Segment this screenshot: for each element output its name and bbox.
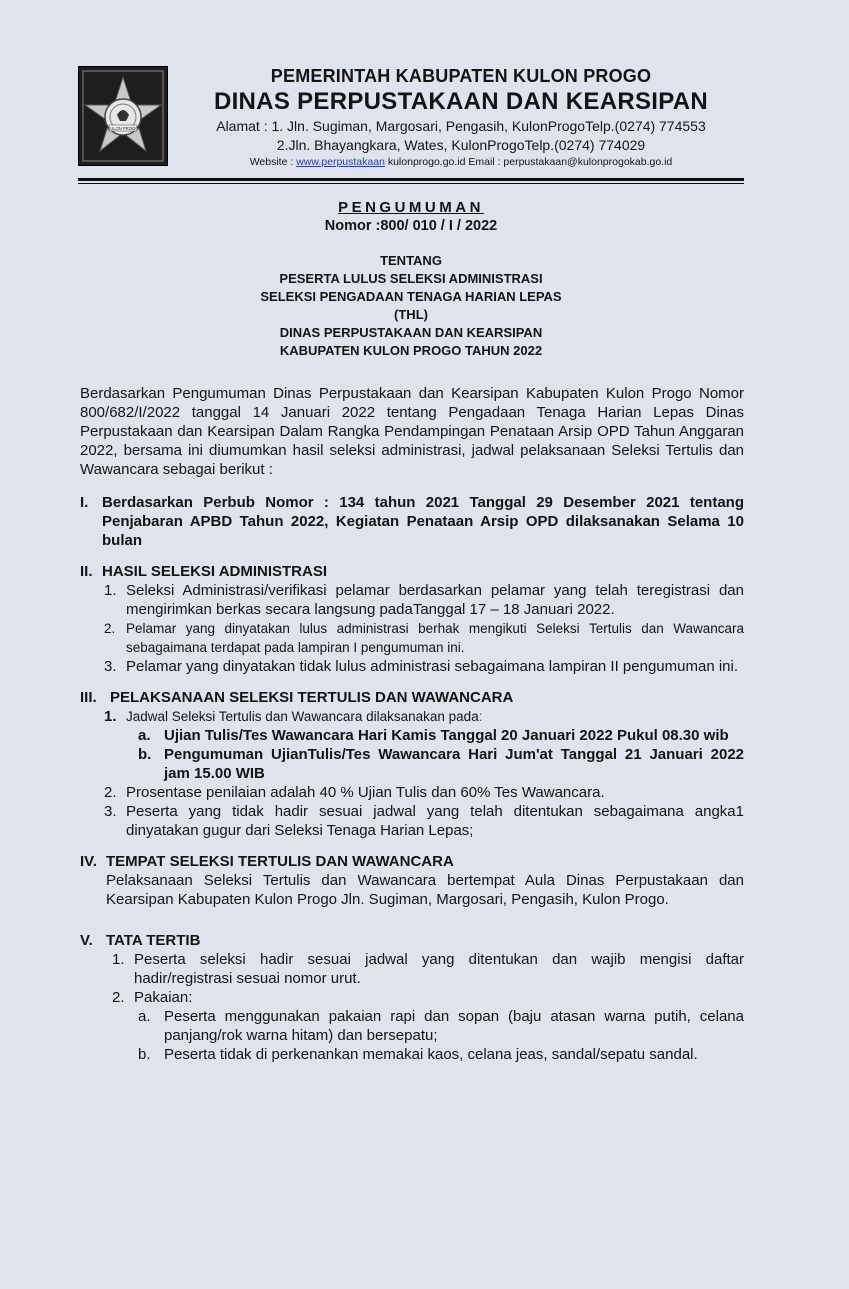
list-item-number: 1. [112, 951, 125, 968]
list-item-number: 2. [104, 621, 116, 636]
section-4-title [80, 852, 744, 871]
announcement-number: Nomor :800/ 010 / I / 2022 [324, 218, 498, 234]
sub-item-text: Pengumuman UjianTulis/Tes Wawancara Hari Jum'at Tanggal 21 Januari 2022 jam 15.00 WIB [164, 746, 744, 782]
address-line1: Alamat : 1. Jln. Sugiman, Margosari, Pengasih, KulonProgoTelp.(0274) 774553 [216, 118, 706, 134]
list-item-text: Pelamar yang dinyatakan tidak lulus administrasi sebagaimana lampiran II pengumuman ini. [126, 658, 738, 675]
colon-mark: : [478, 709, 483, 724]
website-label: Website : [249, 156, 294, 168]
letterhead-text [178, 64, 744, 168]
regency-logo [78, 66, 168, 166]
document-body [80, 384, 744, 1064]
website-link[interactable]: www.perpustakaan [296, 156, 385, 168]
section-4-number: IV. [80, 853, 97, 870]
letterhead [78, 64, 744, 176]
sub-item [138, 1045, 744, 1064]
section-3 [80, 688, 744, 840]
list-item-number: 2. [112, 989, 125, 1006]
sub-item-letter: a. [138, 1008, 151, 1025]
star-emblem-icon [79, 67, 167, 165]
section-2-heading: HASIL SELEKSI ADMINISTRASI [102, 563, 328, 580]
section-4-text: Pelaksanaan Seleksi Tertulis dan Wawancara bertempat Aula Dinas Perpustakaan dan Kearsipan Kabupaten Kulon Progo Jln. Sugiman, Margosari, Pengasih, Kulon Progo. [106, 872, 744, 908]
section-5-title [80, 931, 744, 950]
subject-line3: (THL) [394, 307, 428, 322]
letterhead-divider [78, 178, 744, 181]
sub-item-text: Peserta tidak di perkenankan memakai kaos, celana jeas, sandal/sepatu sandal. [164, 1046, 698, 1063]
intro-paragraph: Berdasarkan Pengumuman Dinas Perpustakaan dan Kearsipan Kabupaten Kulon Progo Nomor 800/682/I/2022 tanggal 14 Januari 2022 tentang Pengadaan Tenaga Harian Lepas Dinas Perpustakaan dan Kearsipan Dalam Rangka Pendampingan Penataan Arsip OPD Tahun Anggaran 2022, bersama ini diumumkan hasil seleksi administrasi, jadwal pelaksanaan Seleksi Tertulis dan Wawancara sebagai berikut : [80, 385, 744, 478]
sub-item [138, 745, 744, 783]
section-1 [80, 493, 744, 550]
sub-item-text: Ujian Tulis/Tes Wawancara Hari Kamis Tanggal 20 Januari 2022 Pukul 08.30 wib [164, 727, 729, 744]
tentang-label: TENTANG [380, 253, 442, 268]
list-item [104, 581, 744, 619]
subject-line1: PESERTA LULUS SELEKSI ADMINISTRASI [279, 271, 543, 286]
section-2 [80, 562, 744, 676]
announcement-heading: PENGUMUMAN [338, 199, 484, 216]
sub-item-letter: b. [138, 1046, 151, 1063]
section-3-heading: PELAKSANAAN SELEKSI TERTULIS DAN WAWANCARA [110, 689, 514, 706]
list-item-number: 1. [104, 708, 117, 725]
sub-item-letter: a. [138, 727, 151, 744]
list-item [104, 619, 744, 657]
title-block [78, 199, 744, 360]
list-item-text: Jadwal Seleksi Tertulis dan Wawancara dilaksanakan pada [126, 709, 479, 724]
list-item [112, 950, 744, 988]
website-line [178, 156, 744, 168]
list-item [104, 657, 744, 676]
sub-item-text: Peserta menggunakan pakaian rapi dan sopan (baju atasan warna putih, celana panjang/rok warna hitam) dan bersepatu; [164, 1008, 744, 1044]
list-item [104, 783, 744, 802]
section-2-number: II. [80, 563, 93, 580]
list-item [112, 988, 744, 1007]
list-item-text: Pelamar yang dinyatakan lulus administrasi berhak mengikuti Seleksi Tertulis dan Wawancara sebagaimana terdapat pada lampiran I pengumuman ini. [126, 621, 744, 655]
list-item-number: 3. [104, 658, 117, 675]
org-line1: PEMERINTAH KABUPATEN KULON PROGO [270, 66, 652, 86]
section-5-number: V. [80, 932, 93, 949]
section-5 [80, 931, 744, 1064]
list-item-text: Peserta seleksi hadir sesuai jadwal yang ditentukan dan wajib mengisi daftar hadir/registrasi sesuai nomor urut. [134, 951, 744, 987]
sub-item-letter: b. [138, 746, 152, 763]
section-2-title [80, 562, 744, 581]
list-item-number: 2. [104, 784, 117, 801]
section-3-number: III. [80, 689, 97, 706]
subject-line4: DINAS PERPUSTAKAAN DAN KEARSIPAN [279, 325, 543, 340]
section-4-heading: TEMPAT SELEKSI TERTULIS DAN WAWANCARA [106, 853, 454, 870]
list-item [104, 707, 744, 726]
section-3-title [80, 688, 744, 707]
sub-item [138, 1007, 744, 1045]
list-item [104, 802, 744, 840]
section-4 [80, 852, 744, 909]
list-item-text: Prosentase penilaian adalah 40 % Ujian Tulis dan 60% Tes Wawancara. [126, 784, 605, 801]
letterhead-divider-thin [78, 183, 744, 184]
website-rest: kulonprogo.go.id Email : perpustakaan@kulonprogokab.go.id [387, 156, 673, 168]
list-item-text: Seleksi Administrasi/verifikasi pelamar berdasarkan pelamar yang telah teregistrasi dan mengirimkan berkas secara langsung padaTanggal 17 – 18 Januari 2022. [126, 582, 744, 618]
address-line2: 2.Jln. Bhayangkara, Wates, KulonProgoTelp.(0274) 774029 [276, 137, 646, 153]
list-item-number: 3. [104, 803, 117, 820]
subject-line2: SELEKSI PENGADAAN TENAGA HARIAN LEPAS [260, 289, 562, 304]
list-item-text: Pakaian: [134, 989, 193, 1006]
sub-item [138, 726, 744, 745]
org-line2: DINAS PERPUSTAKAAN DAN KEARSIPAN [213, 88, 709, 115]
logo-text: KULON PROGO [107, 126, 139, 131]
list-item-text: Peserta yang tidak hadir sesuai jadwal yang telah ditentukan sebagaimana angka1 dinyatakan gugur dari Seleksi Tenaga Harian Lepas; [126, 803, 744, 839]
subject-line5: KABUPATEN KULON PROGO TAHUN 2022 [279, 343, 543, 358]
section-1-text: Berdasarkan Perbub Nomor : 134 tahun 2021 Tanggal 29 Desember 2021 tentang Penjabaran APBD Tahun 2022, Kegiatan Penataan Arsip OPD dilaksanakan Selama 10 bulan [102, 494, 744, 549]
list-item-number: 1. [104, 582, 117, 599]
subject-block [78, 252, 744, 360]
section-1-number: I. [80, 494, 89, 511]
section-5-heading: TATA TERTIB [106, 932, 201, 949]
